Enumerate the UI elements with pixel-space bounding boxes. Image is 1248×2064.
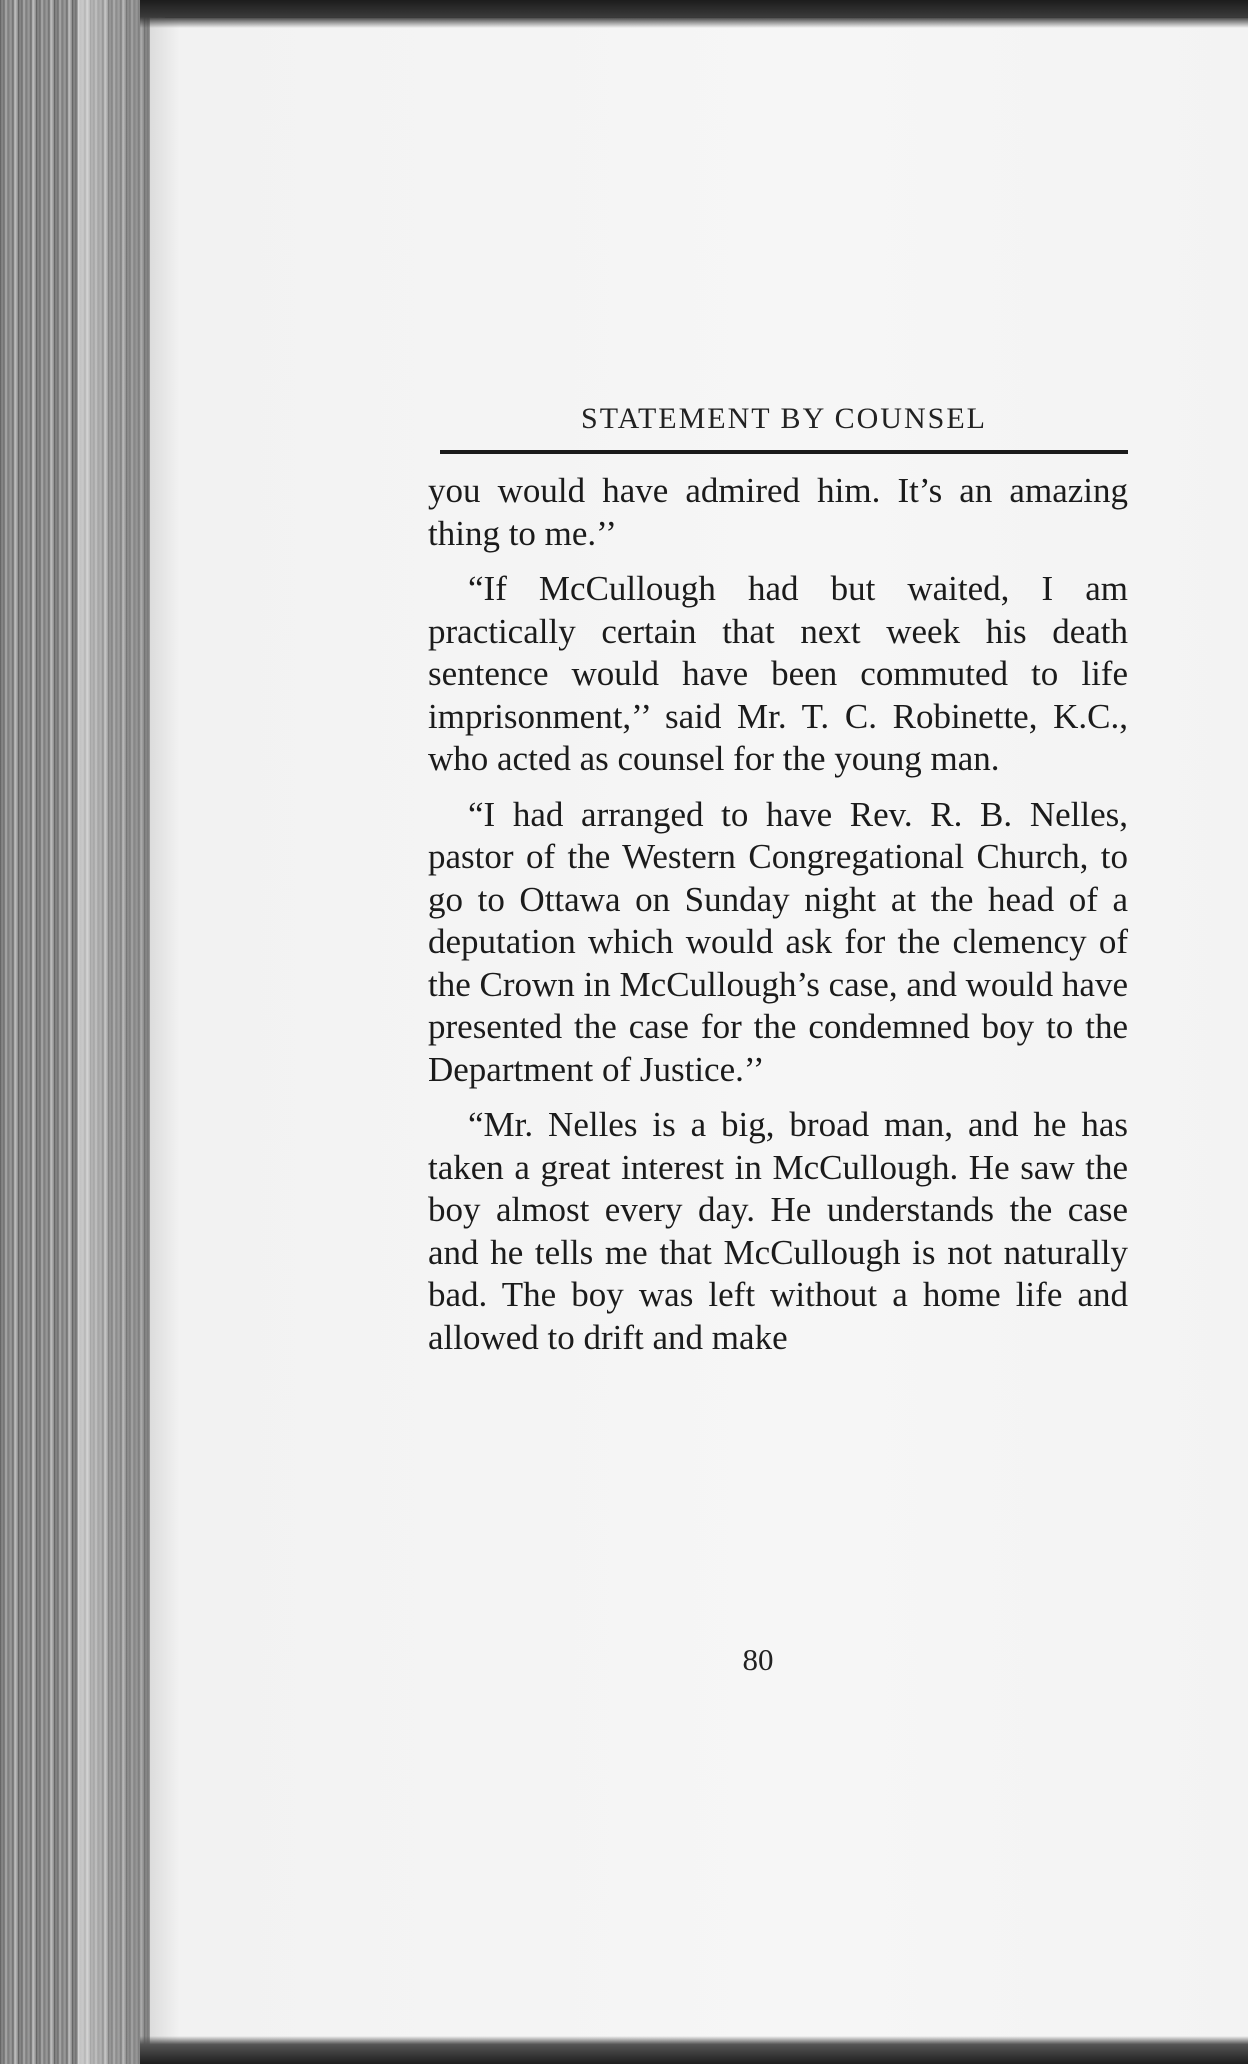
paragraph-continuation: you would have admired him. It’s an amazing thing to me.’’ [428, 471, 1128, 553]
bottom-shadow [140, 2036, 1248, 2064]
page-number: 80 [742, 1642, 774, 1677]
book-page-edges [0, 0, 165, 2064]
paragraph: “Mr. Nelles is a big, broad man, and he has taken a great interest in McCullough. He saw the boy almost every day. He understands the case and he tells me that McCullough is not naturally bad. The boy was left without a home life and allowed to drift and make [428, 1105, 1128, 1357]
running-head: STATEMENT BY COUNSEL [581, 402, 987, 435]
paragraph: “If McCullough had but waited, I am practically certain that next week his death sentence would have been commuted to life imprisonment,’’ said Mr. T. C. Robinette, K.C., who acted as counsel for the young man. [428, 569, 1128, 778]
header-rule [440, 450, 1128, 454]
body-text [428, 470, 1128, 1372]
paragraph: “I had arranged to have Rev. R. B. Nelles, pastor of the Western Congregational Church, to go to Ottawa on Sunday night at the head of a deputation which would ask for the clemency of the Crown in McCullough’s case, and would have presented the case for the condemned boy to the Department of Justice.’’ [428, 794, 1128, 1089]
top-shadow [140, 0, 1248, 28]
